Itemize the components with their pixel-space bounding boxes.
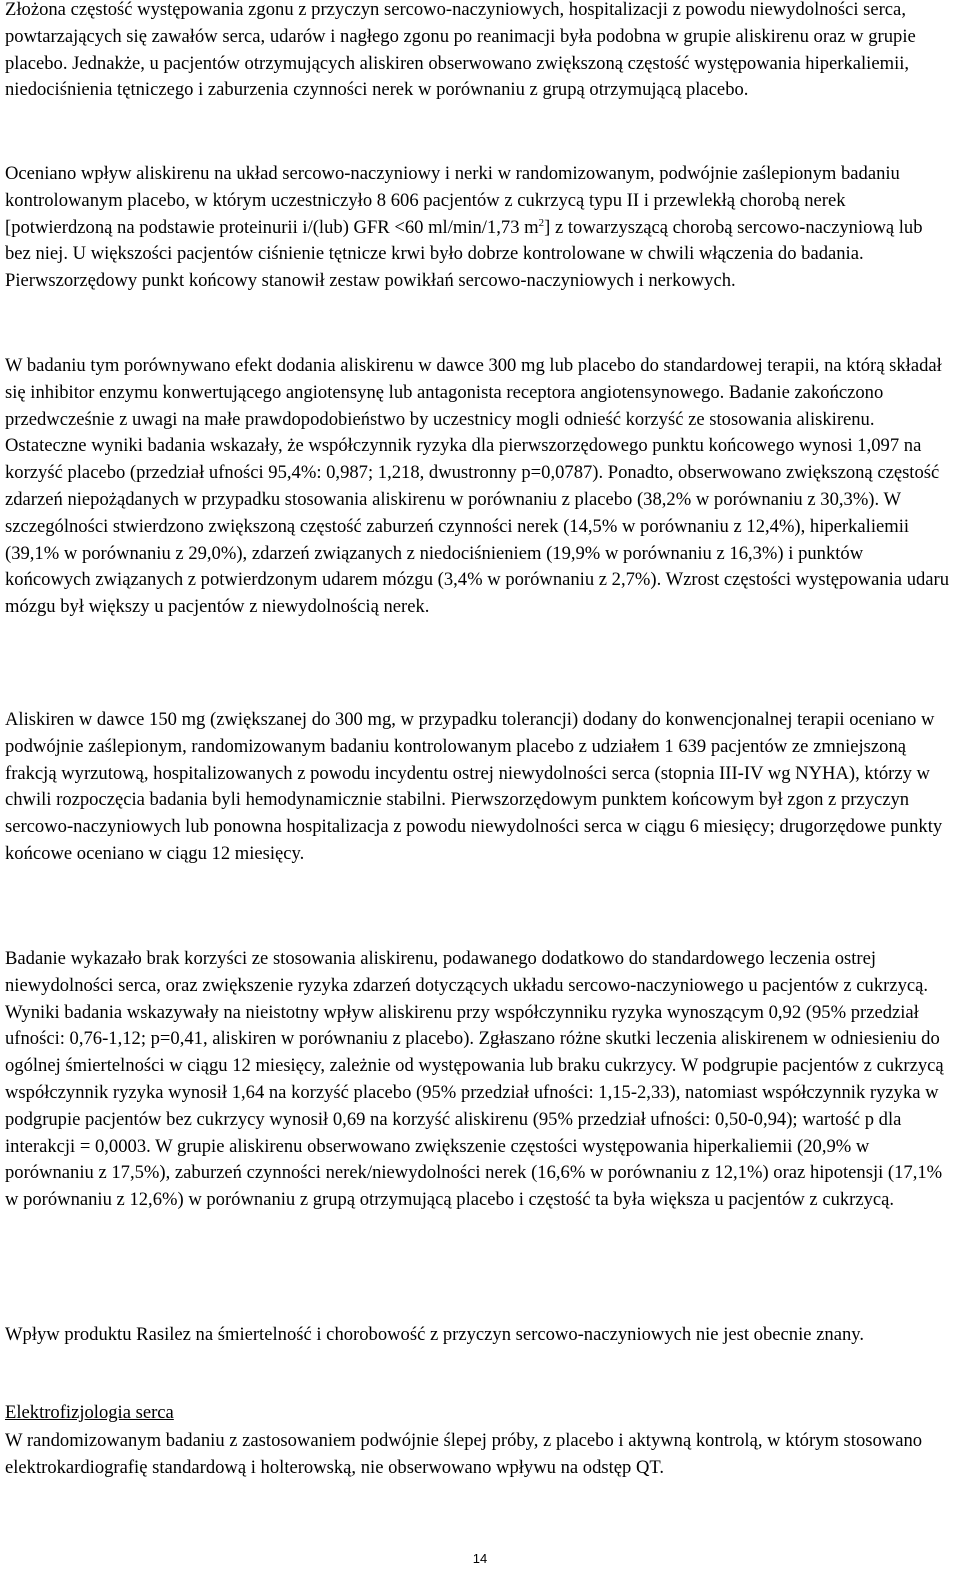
- paragraph-rasilez-effect: Wpływ produktu Rasilez na śmiertelność i chorobowość z przyczyn sercowo-naczyniowych nie jest obecnie znany.: [5, 1324, 864, 1345]
- superscript-2: 2: [538, 216, 545, 229]
- paragraph-study-results: W badaniu tym porównywano efekt dodania aliskirenu w dawce 300 mg lub placebo do standardowej terapii, na którą składał się inhibitor enzymu konwertującego angiotensynę lub antagonista receptora angiotensynowego. Badanie zakończono przedwcześnie z uwagi na małe prawdopodobieństwo by uczestnicy mogli odnieść korzyść ze stosowania aliskirenu. Ostateczne wyniki badania wskazały, że współczynnik ryzyka dla pierwszorzędowego punktu końcowego wynosi 1,097 na korzyść placebo (przedział ufności 95,4%: 0,987; 1,218, dwustronny p=0,0787). Ponadto, obserwowano zwiększoną częstość zdarzeń niepożądanych w przypadku stosowania aliskirenu w porównaniu z placebo (38,2% w porównaniu z 30,3%). W szczególności stwierdzono zwiększoną częstość zaburzeń czynności nerek (14,5% w porównaniu z 12,4%), hiperkaliemii (39,1% w porównaniu z 29,0%), zdarzeń związanych z niedociśnieniem (19,9% w porównaniu z 16,3%) i punktów końcowych związanych z potwierdzonym udarem mózgu (3,4% w porównaniu z 2,7%). Wzrost częstości występowania udaru mózgu był większy u pacjentów z niewydolnością nerek.: [5, 355, 950, 618]
- section-heading-electrophysiology: Elektrofizjologia serca: [5, 1402, 174, 1423]
- paragraph-qt-interval: W randomizowanym badaniu z zastosowaniem podwójnie ślepej próby, z placebo i aktywną kontrolą, w którym stosowano elektrokardiografię standardową i holterowską, nie obserwowano wpływu na odstęp QT.: [5, 1430, 923, 1478]
- page-number: 14: [472, 1551, 488, 1566]
- paragraph-cardiorenal-study-text-2: ] z towarzyszącą chorobą sercowo-naczyniową lub bez niej. U większości pacjentów ciśnienie tętnicze krwi było dobrze kontrolowane w chwili włączenia do badania. Pierwszorzędowy punkt końcowy stanowił zestaw powikłań sercowo-naczyniowych i nerkowych.: [5, 216, 923, 292]
- paragraph-heart-failure-results: Badanie wykazało brak korzyści ze stosowania aliskirenu, podawanego dodatkowo do standardowego leczenia ostrej niewydolności serca, oraz zwiększenie ryzyka zdarzeń dotyczących układu sercowo-naczyniowego u pacjentów z cukrzycą. Wyniki badania wskazywały na nieistotny wpływ aliskirenu przy współczynniku ryzyka wynoszącym 0,92 (95% przedział ufności: 0,76-1,12; p=0,41, aliskiren w porównaniu z placebo). Zgłaszano różne skutki leczenia aliskirenem w odniesieniu do ogólnej śmiertelności w ciągu 12 miesięcy, zależnie od występowania lub braku cukrzycy. W podgrupie pacjentów z cukrzycą współczynnik ryzyka wynosił 1,64 na korzyść placebo (95% przedział ufności: 1,15-2,33), natomiast współczynnik ryzyka w podgrupie pacjentów bez cukrzycy wynosił 0,69 na korzyść aliskirenu (95% przedział ufności: 0,50-0,94); wartość p dla interakcji = 0,0003. W grupie aliskirenu obserwowano zwiększenie częstości występowania hiperkaliemii (20,9% w porównaniu z 17,5%), zaburzeń czynności nerek/niewydolności nerek (16,6% w porównaniu z 12,1%) oraz hipotensji (17,1% w porównaniu z 12,6%) w porównaniu z grupą otrzymującą placebo i częstość ta była większa u pacjentów z cukrzycą.: [5, 948, 944, 1211]
- paragraph-heart-failure-study: Aliskiren w dawce 150 mg (zwiększanej do 300 mg, w przypadku tolerancji) dodany do konwencjonalnej terapii oceniano w podwójnie zaślepionym, randomizowanym badaniu kontrolowanym placebo z udziałem 1 639 pacjentów ze zmniejszoną frakcją wyrzutową, hospitalizowanych z powodu incydentu ostrej niewydolności serca (stopnia III-IV wg NYHA), którzy w chwili rozpoczęcia badania byli hemodynamicznie stabilni. Pierwszorzędowym punktem końcowym był zgon z przyczyn sercowo-naczyniowych lub ponowna hospitalizacja z powodu niewydolności serca w ciągu 6 miesięcy; drugorzędowe punkty końcowe oceniano w ciągu 12 miesięcy.: [5, 709, 943, 864]
- paragraph-composite-endpoint: Złożona częstość występowania zgonu z przyczyn sercowo-naczyniowych, hospitalizacji z powodu niewydolności serca, powtarzających się zawałów serca, udarów i nagłego zgonu po reanimacji była podobna w grupie aliskirenu oraz w grupie placebo. Jednakże, u pacjentów otrzymujących aliskiren obserwowano zwiększoną częstość występowania hiperkaliemii, niedociśnienia tętniczego i zaburzenia czynności nerek w porównaniu z grupą otrzymującą placebo.: [5, 0, 916, 101]
- paragraph-cardiorenal-study: [5, 161, 950, 295]
- paragraph-cardiorenal-study-text-1: Oceniano wpływ aliskirenu na układ sercowo-naczyniowy i nerki w randomizowanym, podwójnie zaślepionym badaniu kontrolowanym placebo, w którym uczestniczyło 8 606 pacjentów z cukrzycą typu II i przewlekłą chorobą nerek [potwierdzoną na podstawie proteinurii i/(lub) GFR <60 ml/min/1,73 m: [5, 163, 900, 238]
